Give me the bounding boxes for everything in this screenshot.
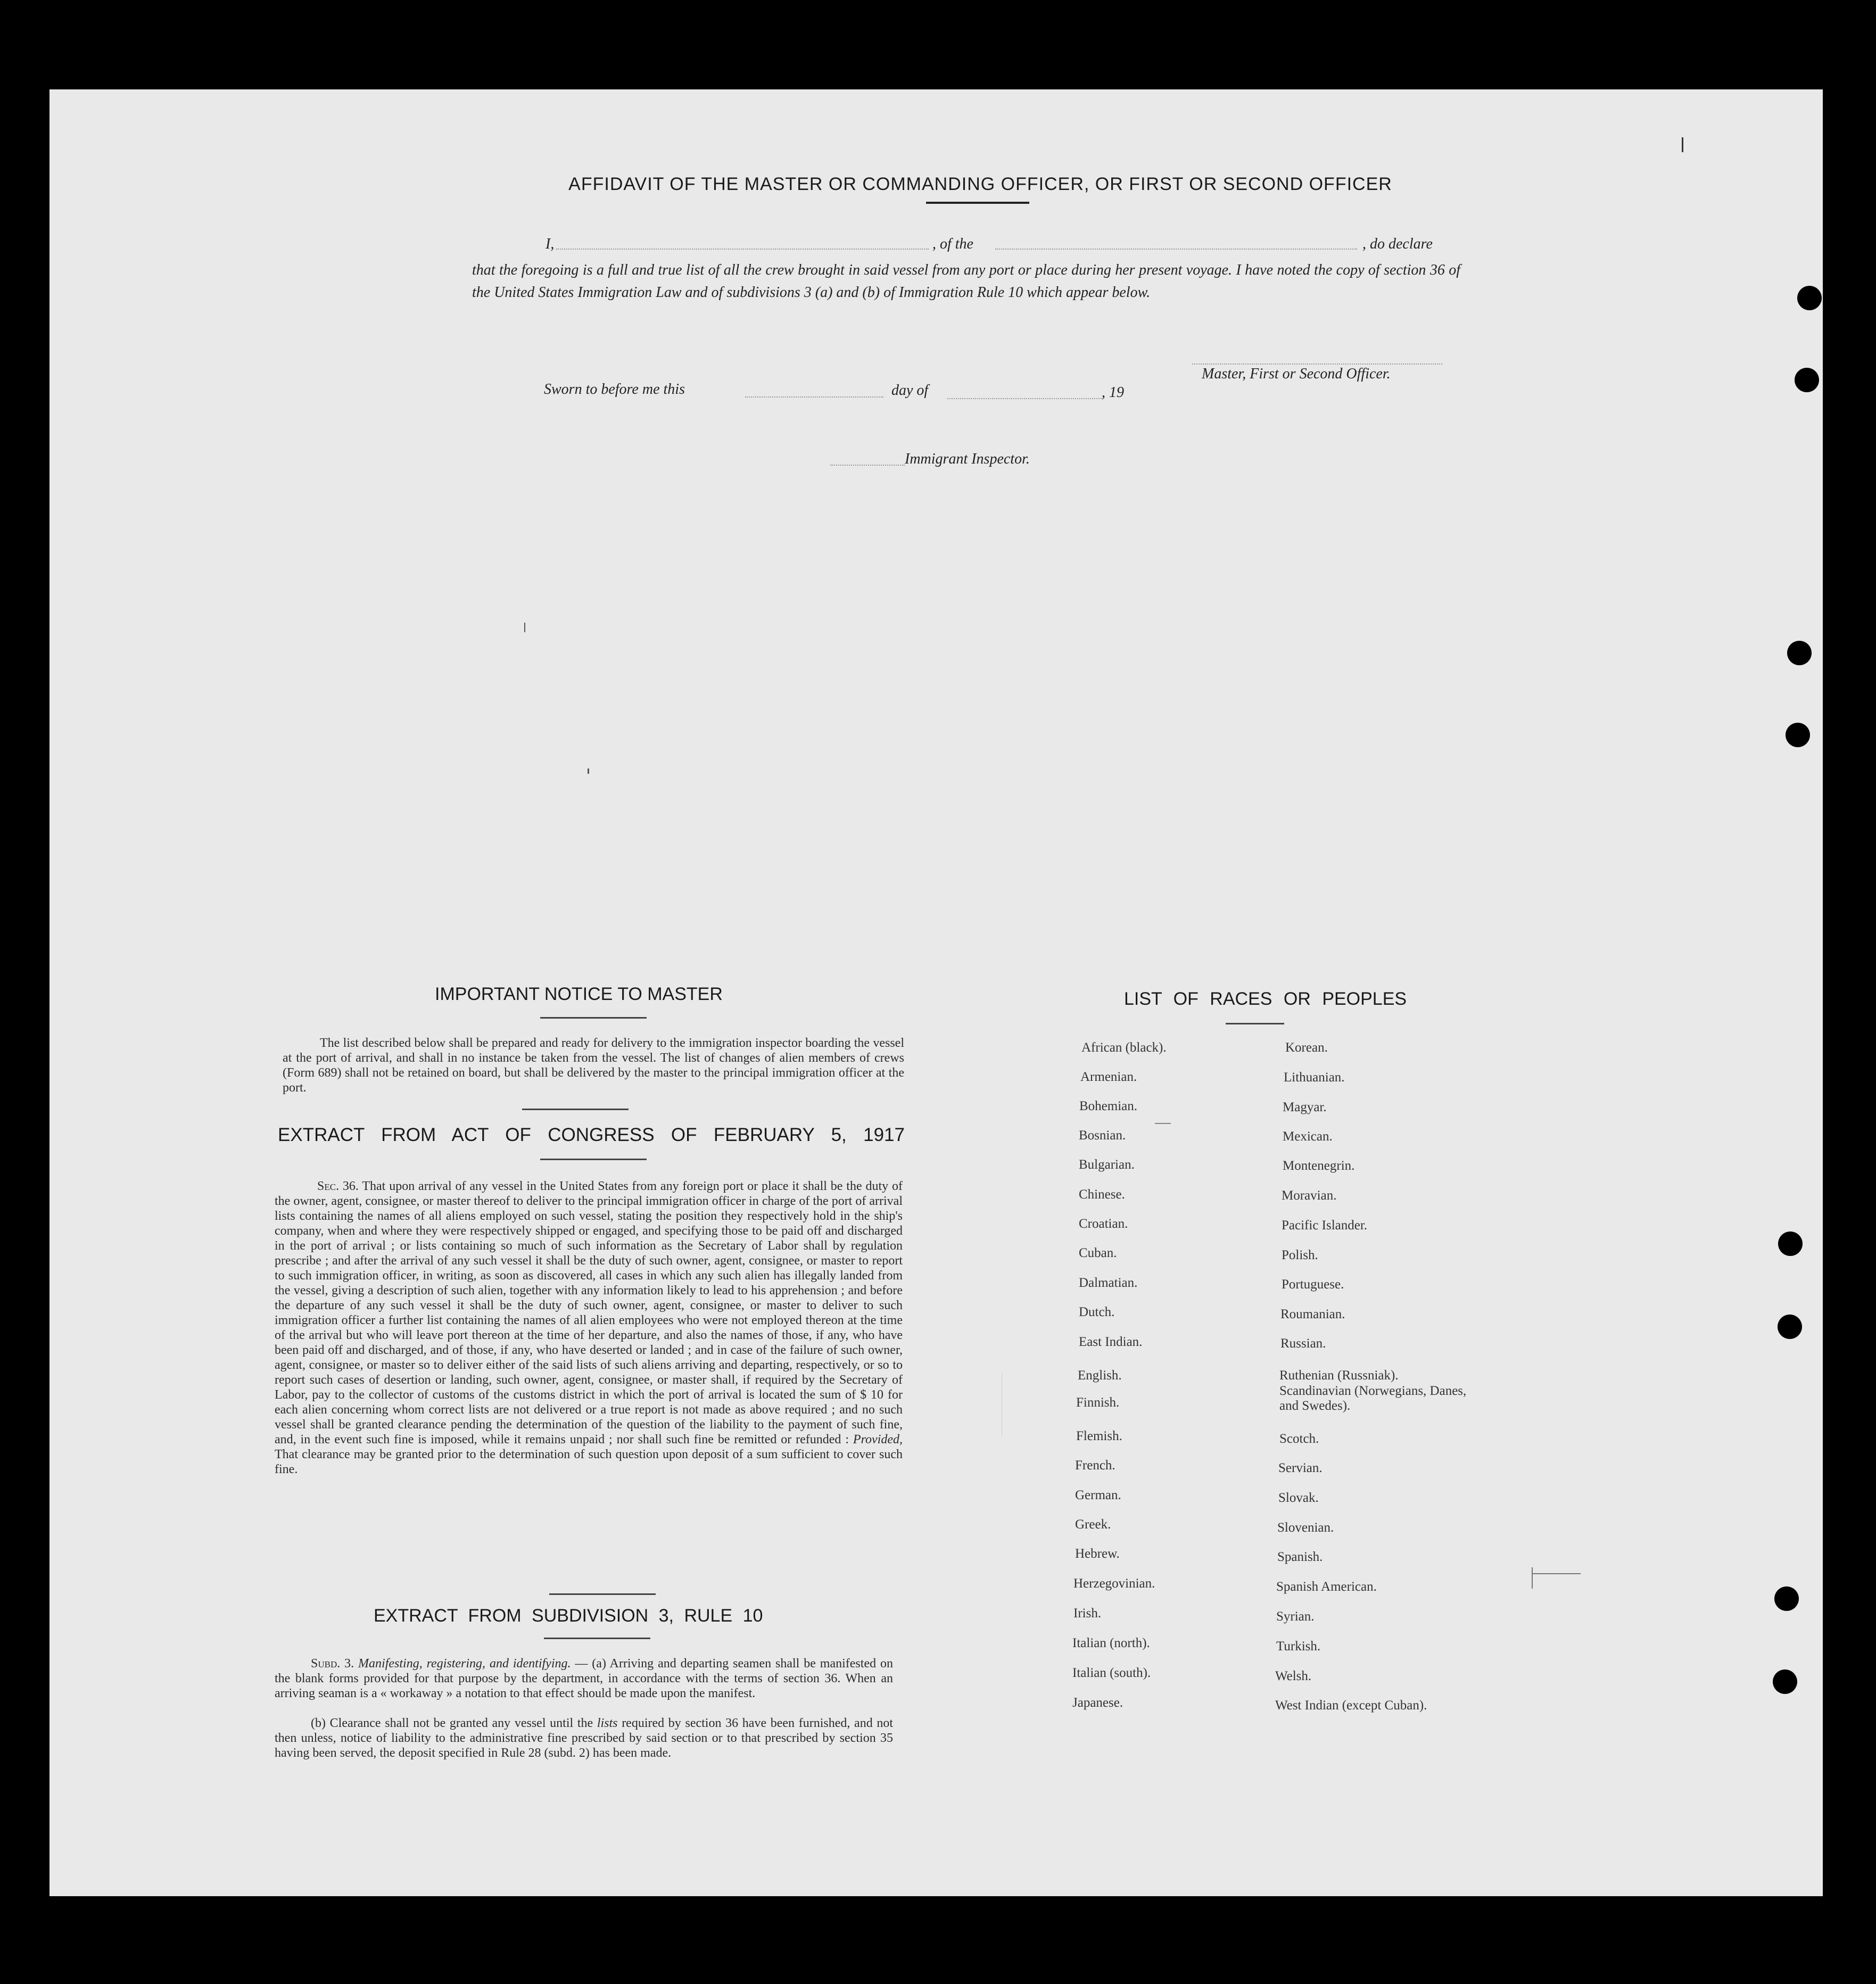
sworn-label: Sworn to before me this bbox=[544, 381, 685, 398]
race-item: Italian (north). bbox=[1072, 1636, 1150, 1650]
document-page bbox=[49, 89, 1823, 1896]
para-b-text-1: (b) Clearance shall not be granted any vessel until the bbox=[311, 1716, 593, 1730]
notice-text: The list described below shall be prepared and ready for delivery to the immigration inspector boarding the vessel at the port of arrival, and shall in no instance be taken from the vessel. The list of changes of alien members of crews (Form 689) shall not be retained on board, but shall be delivered by the master to the principal immigration officer at the port. bbox=[283, 1036, 904, 1095]
race-item: African (black). bbox=[1081, 1040, 1167, 1055]
scan-mark bbox=[1533, 1573, 1581, 1574]
race-item: West Indian (except Cuban). bbox=[1275, 1698, 1427, 1713]
binder-hole bbox=[1786, 723, 1810, 747]
race-item: French. bbox=[1075, 1458, 1115, 1473]
binder-hole bbox=[1797, 286, 1822, 310]
race-item: Croatian. bbox=[1079, 1217, 1128, 1231]
binder-hole bbox=[1773, 1669, 1797, 1694]
race-item: Magyar. bbox=[1283, 1100, 1327, 1114]
name-blank bbox=[556, 249, 929, 250]
race-item: English. bbox=[1078, 1368, 1122, 1383]
race-item: Montenegrin. bbox=[1283, 1159, 1355, 1173]
race-item: Portuguese. bbox=[1282, 1277, 1344, 1292]
act-body-end: That clearance may be granted prior to the determination of such question upon deposit of a sum sufficient to cover such fine. bbox=[275, 1448, 903, 1476]
race-item: Finnish. bbox=[1076, 1395, 1120, 1410]
race-item: Japanese. bbox=[1072, 1696, 1123, 1710]
race-item: East Indian. bbox=[1079, 1335, 1143, 1349]
master-signature-label: Master, First or Second Officer. bbox=[1202, 366, 1391, 382]
race-item: Moravian. bbox=[1282, 1188, 1337, 1203]
sworn-day-blank bbox=[745, 396, 883, 398]
races-title-rule bbox=[1226, 1023, 1284, 1024]
master-signature-line bbox=[1192, 363, 1442, 365]
race-item: Hebrew. bbox=[1075, 1547, 1120, 1561]
para-b-text-2: required by section 36 have been furnished, and not then unless, notice of liability to the administrative fine prescribed by said section or to that prescribed by section 35 having been served, the deposit specified in Rule 28 (subd. 2) has been made. bbox=[275, 1716, 894, 1760]
provided-word: Provided, bbox=[853, 1433, 903, 1446]
scan-mark bbox=[1155, 1123, 1171, 1124]
race-item: Syrian. bbox=[1276, 1609, 1315, 1624]
race-item: Bohemian. bbox=[1079, 1099, 1138, 1113]
race-item: Herzegovinian. bbox=[1073, 1576, 1155, 1591]
subd-heading: Manifesting, registering, and identifying. bbox=[358, 1657, 571, 1671]
notice-title-rule bbox=[540, 1017, 647, 1019]
binder-hole bbox=[1787, 641, 1812, 665]
scan-mark bbox=[588, 768, 589, 774]
affidavit-title: AFFIDAVIT OF THE MASTER OR COMMANDING OFFICER, OR FIRST OR SECOND OFFICER bbox=[568, 174, 1392, 194]
affidavit-body: that the foregoing is a full and true list of all the crew brought in said vessel from any port or place during her present voyage. I have noted the copy of section 36 of the United States Immigration Law and of subdivisions 3 (a) and (b) of Immigration Rule 10 which appear below. bbox=[472, 262, 1460, 301]
rule-para-a bbox=[275, 1656, 893, 1701]
subd-label: Subd. 3. bbox=[311, 1657, 354, 1671]
act-divider bbox=[549, 1593, 656, 1595]
race-item: Bulgarian. bbox=[1079, 1158, 1135, 1172]
race-item: Pacific Islander. bbox=[1282, 1218, 1368, 1233]
act-title: EXTRACT FROM ACT OF CONGRESS OF FEBRUARY 5, 1917 bbox=[278, 1125, 905, 1145]
race-item: Slovak. bbox=[1278, 1491, 1319, 1505]
race-item: Armenian. bbox=[1080, 1070, 1137, 1084]
binder-hole bbox=[1795, 368, 1819, 392]
scan-mark bbox=[1682, 137, 1683, 152]
sec-label: Sec. 36. bbox=[317, 1179, 359, 1193]
affidavit-do-declare: , do declare bbox=[1362, 236, 1433, 252]
race-item: Flemish. bbox=[1076, 1429, 1122, 1443]
race-item: Scotch. bbox=[1279, 1432, 1319, 1446]
rule-title-rule bbox=[544, 1638, 650, 1639]
para-a-text: — (a) Arriving and departing seamen shall be manifested on the blank forms provided for that purpose by the department, in accordance with the terms of section 36. When an arriving seaman is a « workaway » a notation to that effect should be made upon the manifest. bbox=[275, 1657, 893, 1700]
race-item: Lithuanian. bbox=[1284, 1070, 1345, 1085]
race-item: Servian. bbox=[1278, 1461, 1323, 1475]
notice-divider bbox=[522, 1109, 629, 1110]
race-item: Bosnian. bbox=[1079, 1128, 1126, 1143]
act-body: That upon arrival of any vessel in the United States from any foreign port or place it shall be the duty of the owner, agent, consignee, or master thereof to deliver to the principal immigration officer in charge of the port of arrival lists containing the names of all aliens employed on such vessel, stating the position they respectively hold in the ship's company, when and where they were respectively shipped or engaged, and specifying those to be paid off and discharged in the port of arrival ; or lists containing so much of such information as the Secretary of Labor shall by regulation prescribe ; and after the arrival of any such vessel it shall be the duty of such owner, agent, consignee, or master to report to such immigration officer, in writing, as soon as discovered, all cases in which any such alien has illegally landed from the vessel, giving a description of such alien, together with any information likely to lead to his apprehension ; and before the departure of any such vessel it shall be the duty of such owner, agent, consignee, or master to deliver to such immigration officer a further list containing the names of all alien employees who were not employed thereon at the time of the arrival but who will leave port thereon at the time of her departure, and also the names of those, if any, who have been paid off and discharged, and of those, if any, who have deserted or landed ; and in case of the failure of such owner, agent, consignee, or master so to deliver either of the said lists of such aliens arriving and departing, respectively, or so to report such cases of desertion or landing, such owner, agent, consignee, or master shall, if required by the Secretary of Labor, pay to the collector of customs of the customs district in which the port of arrival is located the sum of $ 10 for each alien concerning whom correct lists are not delivered or a true report is not made as above required ; and no such vessel shall be granted clearance pending the determination of the question of the liability to the payment of such fine, and, in the event such fine is imposed, while it remains unpaid ; nor shall such fine be remitted or refunded : bbox=[275, 1179, 903, 1446]
race-item: Russian. bbox=[1280, 1336, 1326, 1351]
races-title: LIST OF RACES OR PEOPLES bbox=[1124, 989, 1407, 1009]
scan-mark bbox=[1532, 1567, 1533, 1589]
race-item: Welsh. bbox=[1275, 1669, 1312, 1683]
vessel-blank bbox=[995, 249, 1357, 250]
race-item: Dalmatian. bbox=[1079, 1276, 1138, 1290]
binder-hole bbox=[1774, 1586, 1799, 1611]
race-item: Turkish. bbox=[1276, 1639, 1321, 1654]
binder-hole bbox=[1778, 1231, 1803, 1256]
inspector-label: Immigrant Inspector. bbox=[905, 451, 1030, 467]
race-item: Cuban. bbox=[1079, 1246, 1117, 1260]
race-item: Scandinavian (Norwegians, Danes, and Swedes). bbox=[1279, 1384, 1467, 1413]
binder-hole bbox=[1778, 1315, 1802, 1339]
race-item: Slovenian. bbox=[1277, 1520, 1334, 1535]
act-title-rule bbox=[540, 1159, 647, 1160]
race-item: Korean. bbox=[1285, 1040, 1328, 1055]
year-prefix: , 19 bbox=[1102, 384, 1124, 401]
race-item: Spanish. bbox=[1277, 1550, 1323, 1564]
race-item: Roumanian. bbox=[1280, 1307, 1345, 1321]
race-item: Mexican. bbox=[1283, 1129, 1333, 1144]
race-item: Chinese. bbox=[1079, 1187, 1125, 1202]
notice-title: IMPORTANT NOTICE TO MASTER bbox=[435, 984, 723, 1004]
rule-para-b bbox=[275, 1716, 893, 1760]
sworn-month-blank bbox=[947, 398, 1102, 399]
race-item: Greek. bbox=[1075, 1517, 1111, 1532]
rule-title: EXTRACT FROM SUBDIVISION 3, RULE 10 bbox=[374, 1606, 763, 1626]
affidavit-i: I, bbox=[546, 236, 555, 252]
race-item: Irish. bbox=[1073, 1606, 1102, 1621]
race-item: Italian (south). bbox=[1072, 1666, 1151, 1680]
affidavit-of-the: , of the bbox=[932, 236, 973, 252]
scan-mark bbox=[524, 623, 525, 632]
para-b-lists: lists bbox=[597, 1716, 618, 1730]
race-item: German. bbox=[1075, 1488, 1121, 1502]
day-of-label: day of bbox=[891, 382, 929, 399]
race-item: Spanish American. bbox=[1276, 1580, 1377, 1594]
title-underline bbox=[926, 202, 1029, 204]
race-item: Ruthenian (Russniak). bbox=[1279, 1368, 1399, 1383]
act-text bbox=[275, 1179, 903, 1477]
race-item: Polish. bbox=[1282, 1248, 1318, 1262]
race-item: Dutch. bbox=[1079, 1305, 1115, 1319]
inspector-signature-line bbox=[830, 465, 905, 466]
